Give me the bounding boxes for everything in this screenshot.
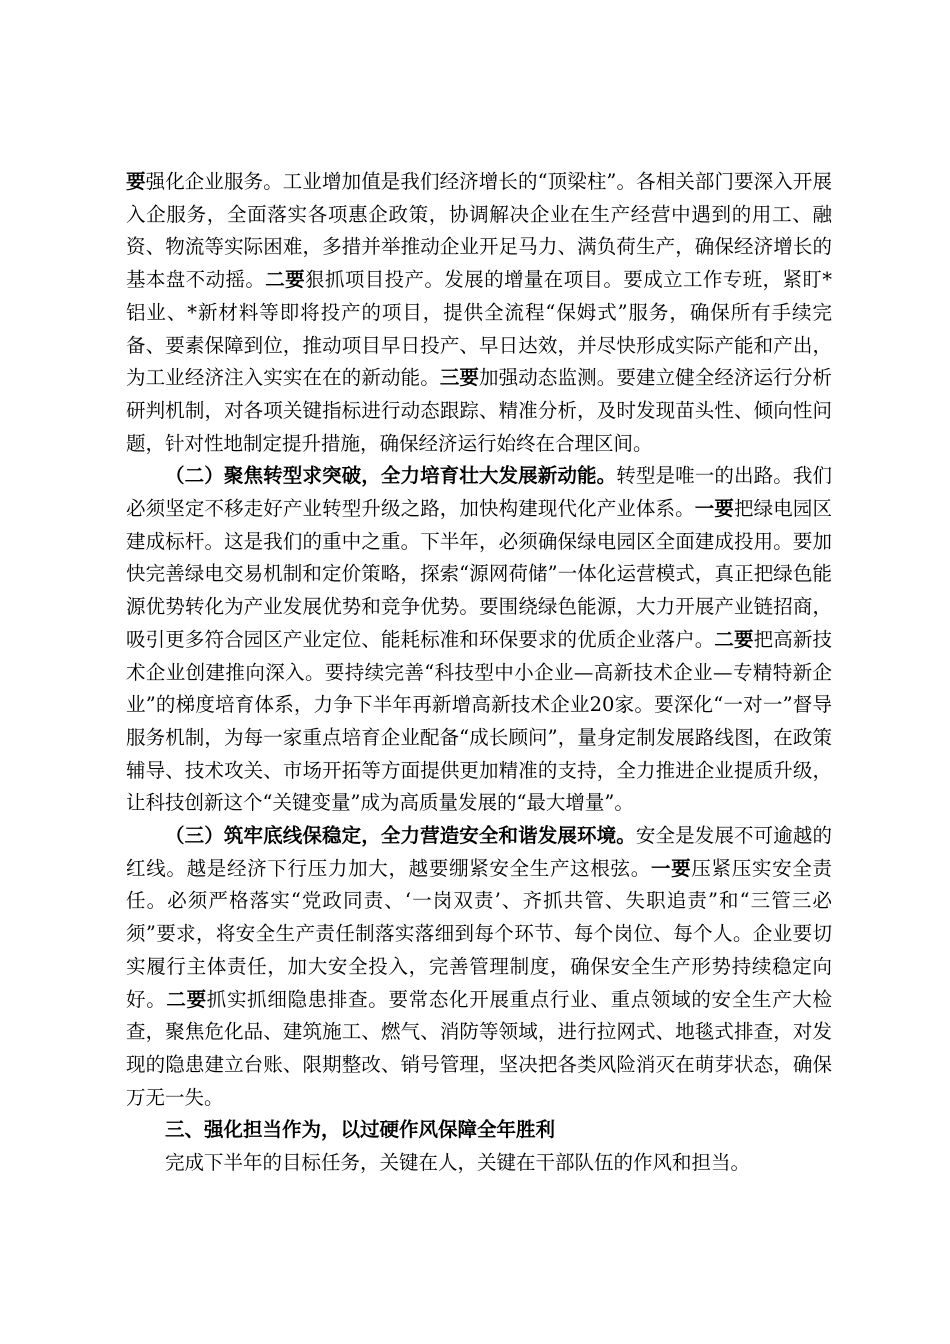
- run: 把绿电园区建成标杆。这是我们的重中之重。下半年，必须确保绿电园区全面建成投用。要加快完善绿电交易机制和定价策略，探索“源网荷储”一体化运营模式，真正把绿色能源优势转化为产业发展优势和竞争优势。要围绕绿色能源，大力开展产业链招商，吸引更多符合园区产业定位、能耗标准和环保要求的优质企业落户。: [126, 497, 832, 651]
- section-heading: （三）筑牢底线保稳定，全力营造安全和谐发展环境。: [165, 824, 636, 848]
- paragraph-industry-service: [126, 166, 832, 460]
- run: 强化企业服务。工业增加值是我们经济增长的“顶梁柱”。各相关部门要深入开展入企服务，全面落实各项惠企政策，协调解决企业在生产经营中遇到的用工、融资、物流等实际困难，多措并举推动企业开足马力、满负荷生产，确保经济增长的基本盘不动摇。: [126, 170, 832, 292]
- document-page: [126, 166, 832, 1180]
- run: 加强动态监测。要建立健全经济运行分析研判机制，对各项关键指标进行动态跟踪、精准分析，及时发现苗头性、倾向性问题，针对性地制定提升措施，确保经济运行始终在合理区间。: [126, 366, 832, 455]
- heading-text: 三、强化担当作为，以过硬作风保障全年胜利: [165, 1118, 556, 1142]
- paragraph-conclusion: [126, 1147, 832, 1180]
- run: 二要: [265, 268, 306, 292]
- paragraph-transformation: [126, 460, 832, 820]
- run: 安全是发展不可逾越的红线。越是经济下行压力加大，越要绷紧安全生产这根弦。: [126, 824, 832, 880]
- run: 把高新技术企业创建推向深入。要持续完善“科技型中小企业—高新技术企业—专精特新企业”的梯度培育体系，力争下半年再新增高新技术企业20家。要深化“一对一”督导服务机制，为每一家重点培育企业配备“成长顾问”，量身定制发展路线图，在政策辅导、技术攻关、市场开拓等方面提供更加精准的支持，全力推进企业提质升级，让科技创新这个“关键变量”成为高质量发展的“最大增量”。: [126, 627, 832, 815]
- run: 三要: [439, 366, 480, 390]
- run: 一要: [694, 497, 735, 521]
- section-heading: （二）聚焦转型求突破，全力培育壮大发展新动能。: [165, 464, 617, 488]
- run: 要: [126, 170, 146, 193]
- run: 完成下半年的目标任务，关键在人，关键在干部队伍的作风和担当。: [165, 1151, 751, 1175]
- run: 狠抓项目投产。发展的增量在项目。要成立工作专班，紧盯*铝业、*新材料等即将投产的项目，提供全流程“保姆式”服务，确保所有手续完备、要素保障到位，推动项目早日投产、早日达效，并尽快形成实际产能和产出，为工业经济注入实实在在的新动能。: [126, 268, 832, 390]
- run: 转型是唯一的出路。我们必须坚定不移走好产业转型升级之路，加快构建现代化产业体系。: [126, 464, 832, 521]
- run: 抓实抓细隐患排查。要常态化开展重点行业、重点领域的安全生产大检查，聚焦危化品、建筑施工、燃气、消防等领域，进行拉网式、地毯式排查，对发现的隐患建立台账、限期整改、销号管理，坚决把各类风险消灭在萌芽状态，确保万无一失。: [126, 987, 832, 1109]
- section-three-heading: [126, 1114, 832, 1147]
- run: 压紧压实安全责任。必须严格落实“党政同责、‘一岗双责’、齐抓共管、失职追责”和“三管三必须”要求，将安全生产责任制落实落细到每个环节、每个岗位、每个人。企业要切实履行主体责任，加大安全投入，完善管理制度，确保安全生产形势持续稳定向好。: [126, 856, 832, 1011]
- run: 一要: [650, 856, 692, 880]
- run: 二要: [714, 627, 754, 651]
- paragraph-safety: [126, 820, 832, 1114]
- run: 二要: [166, 987, 207, 1011]
